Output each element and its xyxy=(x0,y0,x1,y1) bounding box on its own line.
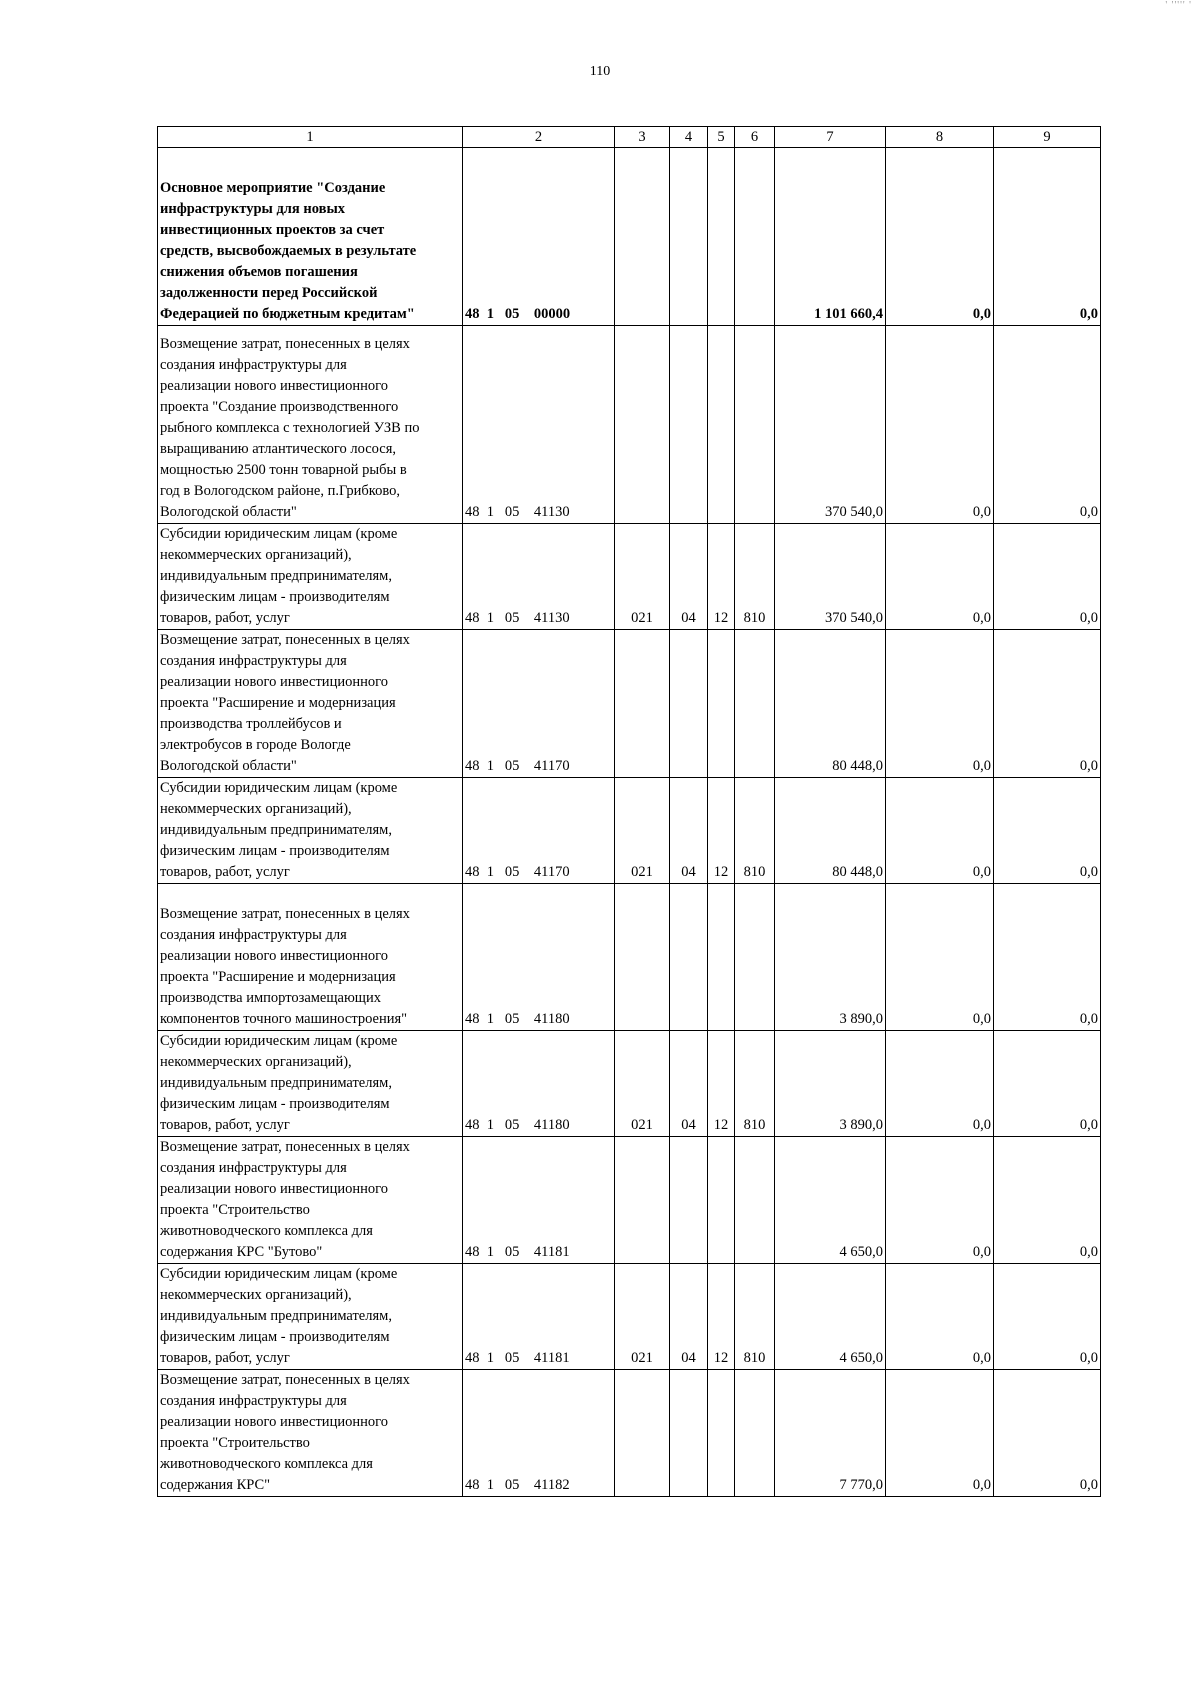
row-code: 48 1 05 41170 xyxy=(463,630,615,778)
header-col-6: 6 xyxy=(735,127,775,148)
row-col-4 xyxy=(670,148,708,326)
table-row xyxy=(158,1264,1101,1370)
row-col-3: 021 xyxy=(615,1031,670,1137)
row-col-5 xyxy=(708,1370,735,1497)
row-col-8: 0,0 xyxy=(886,1031,994,1137)
row-col-9: 0,0 xyxy=(994,1137,1101,1264)
row-col-9: 0,0 xyxy=(994,148,1101,326)
scan-mark: ' ''''' ' xyxy=(1165,0,1192,11)
row-col-8: 0,0 xyxy=(886,1370,994,1497)
table-row xyxy=(158,326,1101,524)
row-col-3: 021 xyxy=(615,1264,670,1370)
row-name: Возмещение затрат, понесенных в целях создания инфраструктуры для реализации нового инвестиционного проекта "Строительство животноводческого комплекса для содержания КРС "Бутово" xyxy=(158,1137,463,1264)
row-col-5 xyxy=(708,326,735,524)
row-col-6 xyxy=(735,884,775,1031)
row-col-9: 0,0 xyxy=(994,524,1101,630)
row-col-9: 0,0 xyxy=(994,1370,1101,1497)
row-col-9: 0,0 xyxy=(994,778,1101,884)
row-col-8: 0,0 xyxy=(886,1264,994,1370)
header-col-8: 8 xyxy=(886,127,994,148)
row-col-3: 021 xyxy=(615,524,670,630)
row-name: Основное мероприятие "Создание инфраструктуры для новых инвестиционных проектов за счет средств, высвобождаемых в результате снижения объемов погашения задолженности перед Российской Федерацией по бюджетным кредитам" xyxy=(158,148,463,326)
row-col-4 xyxy=(670,630,708,778)
row-name: Субсидии юридическим лицам (кроме некоммерческих организаций), индивидуальным предпринимателям, физическим лицам - производителям товаров, работ, услуг xyxy=(158,524,463,630)
row-col-5: 12 xyxy=(708,778,735,884)
row-col-5: 12 xyxy=(708,1031,735,1137)
table-row xyxy=(158,778,1101,884)
table-row xyxy=(158,1137,1101,1264)
row-col-8: 0,0 xyxy=(886,326,994,524)
header-col-2: 2 xyxy=(463,127,615,148)
table-row xyxy=(158,524,1101,630)
row-code: 48 1 05 41182 xyxy=(463,1370,615,1497)
row-col-6: 810 xyxy=(735,1264,775,1370)
row-col-4 xyxy=(670,1137,708,1264)
row-col-7: 7 770,0 xyxy=(775,1370,886,1497)
row-col-5 xyxy=(708,630,735,778)
row-code: 48 1 05 41180 xyxy=(463,884,615,1031)
row-col-9: 0,0 xyxy=(994,326,1101,524)
row-col-4: 04 xyxy=(670,1031,708,1137)
table-row xyxy=(158,630,1101,778)
row-col-7: 3 890,0 xyxy=(775,884,886,1031)
row-name: Субсидии юридическим лицам (кроме некоммерческих организаций), индивидуальным предпринимателям, физическим лицам - производителям товаров, работ, услуг xyxy=(158,778,463,884)
row-col-9: 0,0 xyxy=(994,630,1101,778)
row-col-5: 12 xyxy=(708,1264,735,1370)
row-code: 48 1 05 00000 xyxy=(463,148,615,326)
row-col-4: 04 xyxy=(670,524,708,630)
row-col-8: 0,0 xyxy=(886,148,994,326)
row-col-8: 0,0 xyxy=(886,524,994,630)
row-col-8: 0,0 xyxy=(886,630,994,778)
row-col-8: 0,0 xyxy=(886,884,994,1031)
row-col-6: 810 xyxy=(735,524,775,630)
row-col-7: 80 448,0 xyxy=(775,778,886,884)
header-row xyxy=(158,127,1101,148)
row-col-5 xyxy=(708,1137,735,1264)
row-col-6 xyxy=(735,630,775,778)
header-col-4: 4 xyxy=(670,127,708,148)
row-col-9: 0,0 xyxy=(994,1264,1101,1370)
row-name: Возмещение затрат, понесенных в целях создания инфраструктуры для реализации нового инвестиционного проекта "Расширение и модернизация производства троллейбусов и электробусов в городе Вологде Вологодской области" xyxy=(158,630,463,778)
row-col-3 xyxy=(615,326,670,524)
row-col-7: 4 650,0 xyxy=(775,1137,886,1264)
budget-table xyxy=(157,126,1101,1497)
row-col-8: 0,0 xyxy=(886,778,994,884)
row-col-3 xyxy=(615,1137,670,1264)
row-col-7: 1 101 660,4 xyxy=(775,148,886,326)
row-col-5 xyxy=(708,884,735,1031)
row-name: Субсидии юридическим лицам (кроме некоммерческих организаций), индивидуальным предпринимателям, физическим лицам - производителям товаров, работ, услуг xyxy=(158,1264,463,1370)
row-col-6: 810 xyxy=(735,1031,775,1137)
row-col-5: 12 xyxy=(708,524,735,630)
row-code: 48 1 05 41130 xyxy=(463,326,615,524)
header-col-7: 7 xyxy=(775,127,886,148)
row-name: Возмещение затрат, понесенных в целях создания инфраструктуры для реализации нового инвестиционного проекта "Расширение и модернизация производства импортозамещающих компонентов точного машиностроения" xyxy=(158,884,463,1031)
row-code: 48 1 05 41170 xyxy=(463,778,615,884)
row-name: Возмещение затрат, понесенных в целях создания инфраструктуры для реализации нового инвестиционного проекта "Создание производственного рыбного комплекса с технологией УЗВ по выращиванию атлантического лосося, мощностью 2500 тонн товарной рыбы в год в Вологодском районе, п.Грибково, Вологодской области" xyxy=(158,326,463,524)
row-name: Субсидии юридическим лицам (кроме некоммерческих организаций), индивидуальным предпринимателям, физическим лицам - производителям товаров, работ, услуг xyxy=(158,1031,463,1137)
row-code: 48 1 05 41181 xyxy=(463,1264,615,1370)
header-col-5: 5 xyxy=(708,127,735,148)
row-name: Возмещение затрат, понесенных в целях создания инфраструктуры для реализации нового инвестиционного проекта "Строительство животноводческого комплекса для содержания КРС" xyxy=(158,1370,463,1497)
row-col-6 xyxy=(735,326,775,524)
row-col-4 xyxy=(670,1370,708,1497)
row-col-3 xyxy=(615,630,670,778)
row-col-4: 04 xyxy=(670,1264,708,1370)
row-col-6 xyxy=(735,148,775,326)
row-col-3 xyxy=(615,884,670,1031)
row-code: 48 1 05 41181 xyxy=(463,1137,615,1264)
table-row xyxy=(158,1370,1101,1497)
row-col-7: 80 448,0 xyxy=(775,630,886,778)
row-code: 48 1 05 41180 xyxy=(463,1031,615,1137)
row-col-3: 021 xyxy=(615,778,670,884)
row-col-7: 3 890,0 xyxy=(775,1031,886,1137)
row-col-7: 370 540,0 xyxy=(775,326,886,524)
row-col-9: 0,0 xyxy=(994,1031,1101,1137)
header-col-3: 3 xyxy=(615,127,670,148)
page-number: 110 xyxy=(589,64,611,79)
header-col-1: 1 xyxy=(158,127,463,148)
row-col-6: 810 xyxy=(735,778,775,884)
row-col-9: 0,0 xyxy=(994,884,1101,1031)
row-code: 48 1 05 41130 xyxy=(463,524,615,630)
table-row xyxy=(158,148,1101,326)
row-col-6 xyxy=(735,1137,775,1264)
row-col-3 xyxy=(615,148,670,326)
row-col-7: 4 650,0 xyxy=(775,1264,886,1370)
table-row xyxy=(158,1031,1101,1137)
row-col-7: 370 540,0 xyxy=(775,524,886,630)
row-col-4: 04 xyxy=(670,778,708,884)
header-col-9: 9 xyxy=(994,127,1101,148)
row-col-4 xyxy=(670,884,708,1031)
row-col-6 xyxy=(735,1370,775,1497)
row-col-8: 0,0 xyxy=(886,1137,994,1264)
row-col-5 xyxy=(708,148,735,326)
row-col-3 xyxy=(615,1370,670,1497)
table-row xyxy=(158,884,1101,1031)
row-col-4 xyxy=(670,326,708,524)
